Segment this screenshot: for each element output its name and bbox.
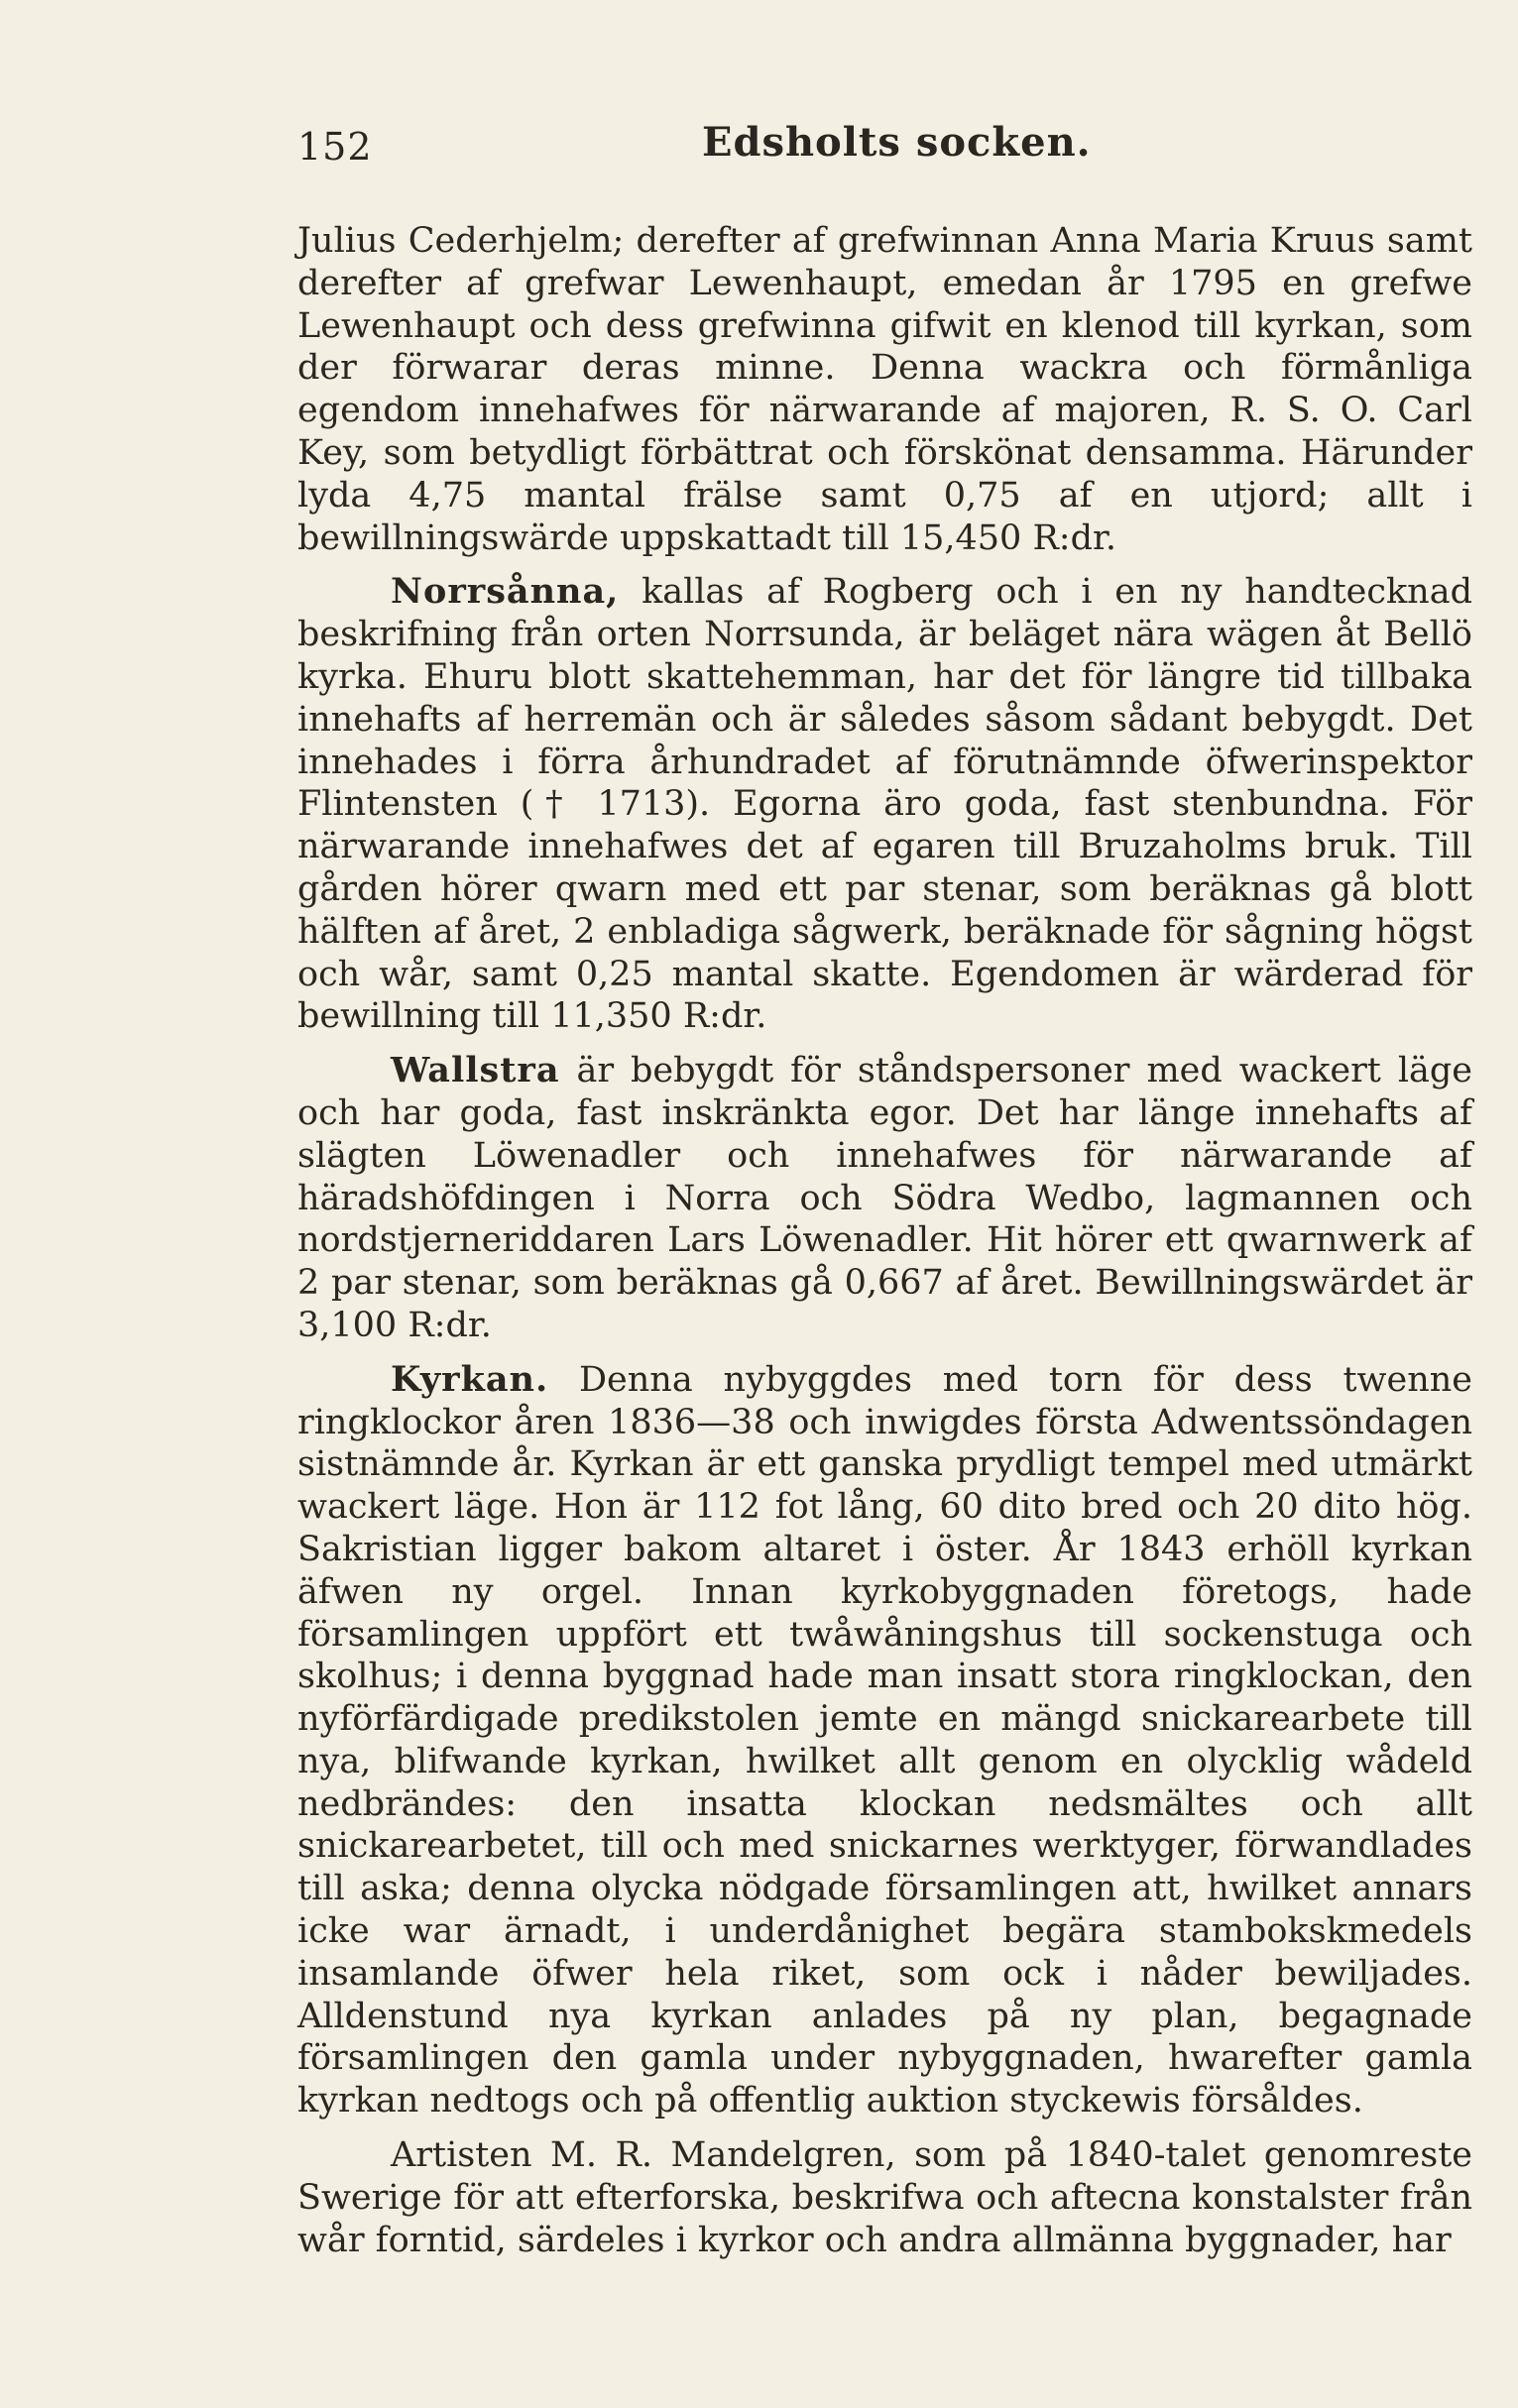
- document-page: [297, 117, 1472, 2261]
- paragraph-kyrkan: [297, 1359, 1472, 2122]
- paragraph-text: är bebygdt för ståndspersoner med wackert läge och har goda, fast inskränkta egor. Det har länge innehafts af slägten Löwenadler och innehafwes för närwarande af häradshöfdingen i Norra och Södra Wedbo, lagmannen och nordstjerneriddaren Lars Löwenadler. Hit hörer ett qwarnwerk af 2 par stenar, som beräknas gå 0,667 af året. Bewillningswärdet är 3,100 R:dr.: [297, 1051, 1472, 1345]
- paragraph-norrsanna: [297, 571, 1472, 1038]
- paragraph-text: Artisten M. R. Mandelgren, som på 1840-talet genomreste Swerige för att efterforska, beskrifwa och aftecna konstalster från wår forntid, särdeles i kyrkor och andra allmänna byggnader, har: [297, 2135, 1472, 2260]
- paragraph-mandelgren: [297, 2134, 1472, 2261]
- paragraph-text: Denna nybyggdes med torn för dess twenne ringklockor åren 1836—38 och inwigdes första Adwentssöndagen sistnämnde år. Kyrkan är ett ganska prydligt tempel med utmärkt wackert läge. Hon är 112 fot lång, 60 dito bred och 20 dito hög. Sakristian ligger bakom altaret i öster. År 1843 erhöll kyrkan äfwen ny orgel. Innan kyrkobyggnaden företogs, hade församlingen uppfört ett twåwåningshus till sockenstuga och skolhus; i denna byggnad hade man insatt stora ringklockan, den nyförfärdigade predikstolen jemte en mängd snickarearbete till nya, blifwande kyrkan, hwilket allt genom en olycklig wådeld nedbrändes: den insatta klockan nedsmältes och allt snickarearbetet, till och med snickarnes werktyger, förwandlades till aska; denna olycka nödgade församlingen att, hwilket annars icke war ärnadt, i underdånighet begära stambokskmedels insamlande öfwer hela riket, som ock i nåder bewiljades. Alldenstund nya kyrkan anlades på ny plan, begagnade församlingen den gamla under nybyggnaden, hwarefter gamla kyrkan nedtogs och på offentlig auktion styckewis försåldes.: [297, 1359, 1472, 2121]
- paragraph-cederhjelm: [297, 220, 1472, 559]
- running-title: Edsholts socken.: [702, 119, 1092, 166]
- page-number: 152: [297, 125, 373, 169]
- paragraph-lead-norrsanna: Norrsånna,: [391, 571, 620, 613]
- paragraph-text: Julius Cederhjelm; derefter af grefwinnan Anna Maria Kruus samt derefter af grefwar Lewenhaupt, emedan år 1795 en grefwe Lewenhaupt och dess grefwinna gifwit en klenod till kyrkan, som der förwarar deras minne. Denna wackra och förmånliga egendom innehafwes för närwarande af majoren, R. S. O. Carl Key, som betydligt förbättrat och förskönat densamma. Härunder lyda 4,75 mantal frälse samt 0,75 af en utjord; allt i bewillningswärde uppskattadt till 15,450 R:dr.: [297, 221, 1472, 558]
- paragraph-lead-kyrkan: Kyrkan.: [391, 1358, 549, 1400]
- paragraph-wallstra: [297, 1050, 1472, 1347]
- page-header: [297, 117, 1472, 176]
- paragraph-lead-wallstra: Wallstra: [391, 1050, 560, 1091]
- paragraph-text: kallas af Rogberg och i en ny handtecknad beskrifning från orten Norrsunda, är beläget nära wägen åt Bellö kyrka. Ehuru blott skattehemman, har det för längre tid tillbaka innehafts af herremän och är således såsom sådant bebygdt. Det innehades i förra århundradet af förutnämnde öfwerinspektor Flintensten († 1713). Egorna äro goda, fast stenbundna. För närwarande innehafwes det af egaren till Bruzaholms bruk. Till gården hörer qwarn med ett par stenar, som beräknas gå blott hälften af året, 2 enbladiga sågwerk, beräknade för sågning högst och wår, samt 0,25 mantal skatte. Egendomen är wärderad för bewillning till 11,350 R:dr.: [297, 572, 1472, 1037]
